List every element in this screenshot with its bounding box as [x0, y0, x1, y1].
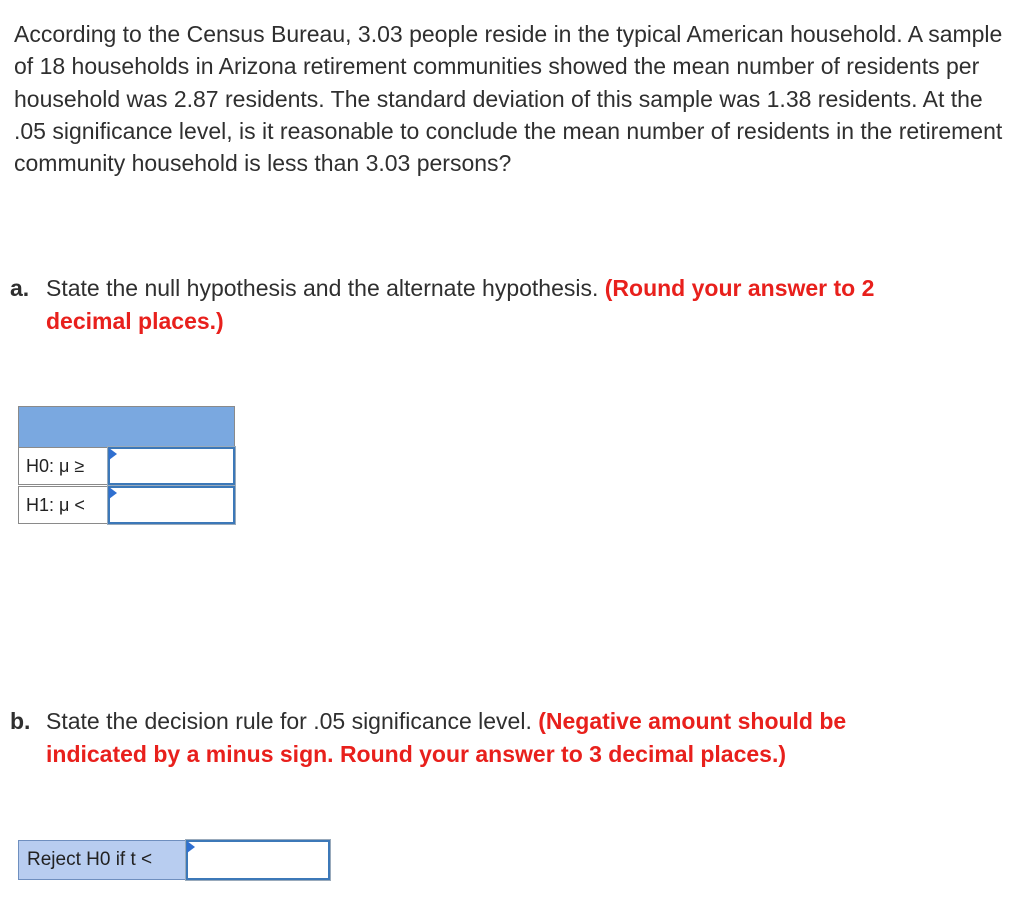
table-row	[18, 486, 235, 524]
alternate-hypothesis-cell	[108, 486, 235, 524]
alternate-hypothesis-input[interactable]	[108, 486, 235, 524]
decision-rule-label: Reject H0 if t <	[18, 840, 188, 880]
decision-rule-input[interactable]	[186, 840, 330, 880]
null-hypothesis-input[interactable]	[108, 447, 235, 485]
hypothesis-table-header	[18, 406, 235, 448]
part-a-prompt: State the null hypothesis and the alternate hypothesis.	[46, 275, 599, 301]
part-a-letter: a.	[10, 275, 30, 301]
table-row	[18, 447, 235, 485]
part-b-instruction-line1: (Negative amount should be	[538, 708, 847, 734]
part-b-prompt: State the decision rule for .05 significance level.	[46, 708, 532, 734]
problem-statement: According to the Census Bureau, 3.03 people reside in the typical American household. A sample of 18 households in Arizona retirement communities showed the mean number of residents per household was 2.87 residents. The standard deviation of this sample was 1.38 residents. At the .05 significance level, is it reasonable to conclude the mean number of residents in the retirement community household is less than 3.03 persons?	[14, 21, 1003, 177]
decision-rule-row	[18, 840, 312, 880]
alternate-hypothesis-label: H1: μ <	[18, 486, 115, 524]
null-hypothesis-cell	[108, 447, 235, 485]
part-b-letter: b.	[10, 708, 31, 734]
part-b-instruction-line2: indicated by a minus sign. Round your answer to 3 decimal places.)	[46, 740, 787, 767]
part-a-question	[10, 272, 1010, 337]
part-a-instruction-line2: decimal places.)	[46, 307, 224, 334]
part-a-instruction-line1: (Round your answer to 2	[604, 275, 875, 301]
hypothesis-table	[18, 406, 235, 525]
null-hypothesis-label: H0: μ ≥	[18, 447, 115, 485]
decision-rule-cell	[186, 840, 330, 880]
part-b-question	[10, 705, 1010, 770]
